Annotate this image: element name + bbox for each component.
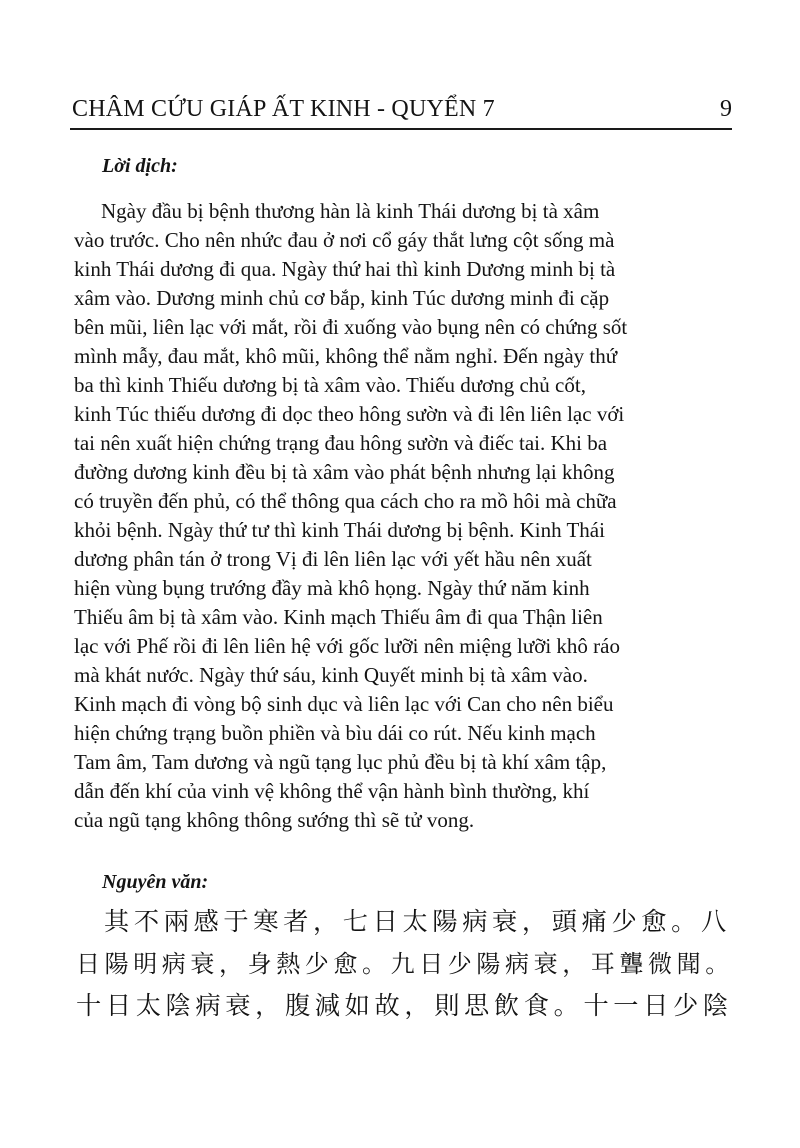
page-number: 9 xyxy=(720,96,732,122)
translation-line: Ngày đầu bị bệnh thương hàn là kinh Thái dương bị tà xâm xyxy=(101,199,600,223)
translation-line: lạc với Phế rồi đi lên liên hệ với gốc lưỡi nên miệng lưỡi khô ráo xyxy=(74,634,620,658)
translation-line: mà khát nước. Ngày thứ sáu, kinh Quyết minh bị tà xâm vào. xyxy=(74,663,588,687)
translation-line: dẫn đến khí của vinh vệ không thể vận hành bình thường, khí xyxy=(74,779,590,803)
translation-line: Thiếu âm bị tà xâm vào. Kinh mạch Thiếu âm đi qua Thận liên xyxy=(74,605,603,629)
original-text-heading: Nguyên văn: xyxy=(102,871,209,893)
translation-line: bên mũi, liên lạc với mắt, rồi đi xuống vào bụng nên có chứng sốt xyxy=(74,315,628,339)
translation-line: của ngũ tạng không thông sướng thì sẽ tử vong. xyxy=(74,808,475,832)
translation-line: có truyền đến phủ, có thể thông qua cách cho ra mồ hôi mà chữa xyxy=(74,489,617,513)
running-header xyxy=(72,96,732,130)
translation-line: đường dương kinh đều bị tà xâm vào phát bệnh nhưng lại không xyxy=(74,460,615,484)
translation-line: hiện vùng bụng trướng đầy mà khô họng. Ngày thứ năm kinh xyxy=(74,576,590,600)
original-line: 十日太陰病衰，腹減如故，則思飲食。十一日少陰 xyxy=(76,991,733,1020)
translation-line: kinh Túc thiếu dương đi dọc theo hông sườn và đi lên liên lạc với xyxy=(74,402,625,426)
translation-line: vào trước. Cho nên nhức đau ở nơi cổ gáy thắt lưng cột sống mà xyxy=(74,228,615,252)
translation-heading: Lời dịch: xyxy=(102,155,178,177)
translation-line: Kinh mạch đi vòng bộ sinh dục và liên lạc với Can cho nên biểu xyxy=(74,692,614,716)
translation-line: xâm vào. Dương minh chủ cơ bắp, kinh Túc dương minh đi cặp xyxy=(74,286,610,310)
translation-line: tai nên xuất hiện chứng trạng đau hông sườn và điếc tai. Khi ba xyxy=(74,431,608,455)
translation-line: khỏi bệnh. Ngày thứ tư thì kinh Thái dương bị bệnh. Kinh Thái xyxy=(74,518,605,542)
header-title: CHÂM CỨU GIÁP ẤT KINH - QUYỂN 7 xyxy=(72,96,495,122)
translation-line: ba thì kinh Thiếu dương bị tà xâm vào. Thiếu dương chủ cốt, xyxy=(74,373,586,397)
original-line: 其不兩感于寒者，七日太陽病衰，頭痛少愈。八 xyxy=(104,907,731,936)
translation-line: mình mẫy, đau mắt, khô mũi, không thể nằm nghỉ. Đến ngày thứ xyxy=(74,344,618,368)
translation-line: hiện chứng trạng buồn phiền và bìu dái co rút. Nếu kinh mạch xyxy=(74,721,596,745)
translation-line: Tam âm, Tam dương và ngũ tạng lục phủ đều bị tà khí xâm tập, xyxy=(74,750,607,774)
translation-line: dương phân tán ở trong Vị đi lên liên lạc với yết hầu nên xuất xyxy=(74,547,592,571)
translation-line: kinh Thái dương đi qua. Ngày thứ hai thì kinh Dương minh bị tà xyxy=(74,257,616,281)
header-rule xyxy=(70,128,732,130)
original-line: 日陽明病衰，身熱少愈。九日少陽病衰，耳聾微聞。 xyxy=(76,950,734,978)
